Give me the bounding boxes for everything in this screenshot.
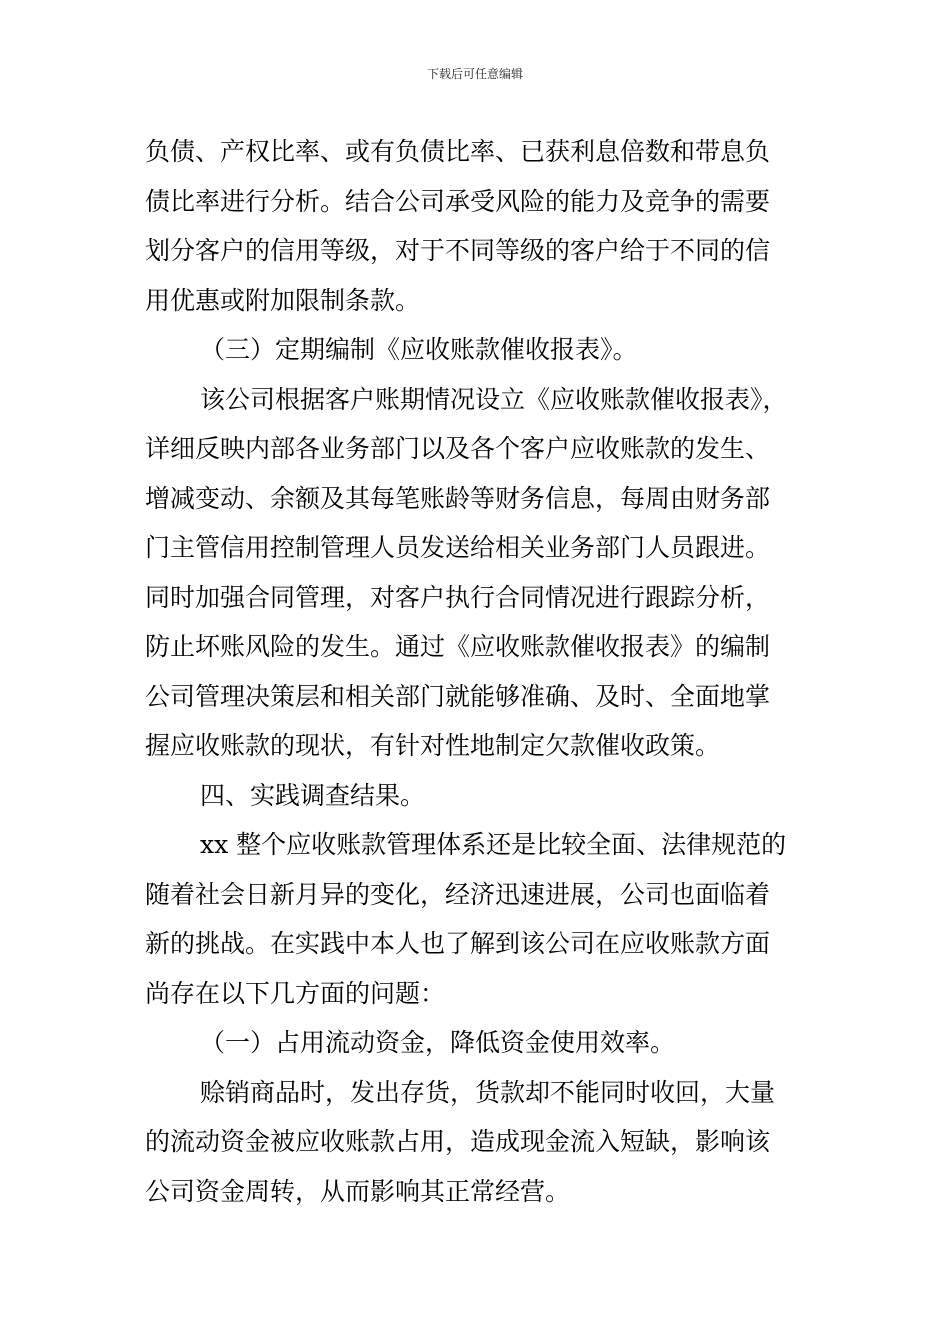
text-line: 的流动资金被应收账款占用，造成现金流入短缺，影响该 — [145, 1127, 771, 1156]
text-line: 尚存在以下几方面的问题： — [145, 978, 446, 1008]
text-line: 详细反映内部各业务部门以及各个客户应收账款的发生、 — [145, 434, 771, 463]
text-line: 增减变动、余额及其每笔账龄等财务信息，每周由财务部 — [145, 483, 771, 513]
text-line: 公司资金周转，从而影响其正常经营。 — [145, 1176, 571, 1206]
text-line: 同时加强合同管理，对客户执行合同情况进行跟踪分析， — [145, 582, 771, 612]
text-line: 握应收账款的现状，有针对性地制定欠款催收政策。 — [145, 731, 721, 760]
text-line: 防止坏账风险的发生。通过《应收账款催收报表》的编制 — [145, 632, 771, 661]
paragraph-start: 该公司根据客户账期情况设立《应收账款催收报表》， — [200, 384, 788, 414]
text-line: 债比率进行分析。结合公司承受风险的能力及竞争的需要 — [145, 186, 771, 216]
paragraph-start: 赊销商品时，发出存货，货款却不能同时收回，大量 — [200, 1077, 776, 1107]
document-body — [145, 127, 810, 1216]
text-line: 随着社会日新月异的变化，经济迅速进展，公司也面临着 — [145, 879, 771, 909]
paragraph-start: xx 整个应收账款管理体系还是比较全面、法律规范的 — [200, 830, 787, 859]
text-line: 划分客户的信用等级，对于不同等级的客户给于不同的信 — [145, 236, 771, 265]
text-line: 公司管理决策层和相关部门就能够准确、及时、全面地掌 — [145, 681, 771, 711]
section-heading: （一）占用流动资金，降低资金使用效率。 — [200, 1028, 676, 1057]
section-heading: 四、实践调查结果。 — [200, 780, 426, 810]
text-line: 新的挑战。在实践中本人也了解到该公司在应收账款方面 — [145, 929, 771, 958]
text-line: 用优惠或附加限制条款。 — [145, 285, 421, 315]
text-line: 负债、产权比率、或有负债比率、已获利息倍数和带息负 — [145, 137, 771, 166]
section-heading: （三）定期编制《应收账款催收报表》。 — [200, 335, 638, 364]
page-header-note: 下载后可任意编辑 — [426, 67, 523, 81]
text-line: 门主管信用控制管理人员发送给相关业务部门人员跟进。 — [145, 533, 771, 562]
